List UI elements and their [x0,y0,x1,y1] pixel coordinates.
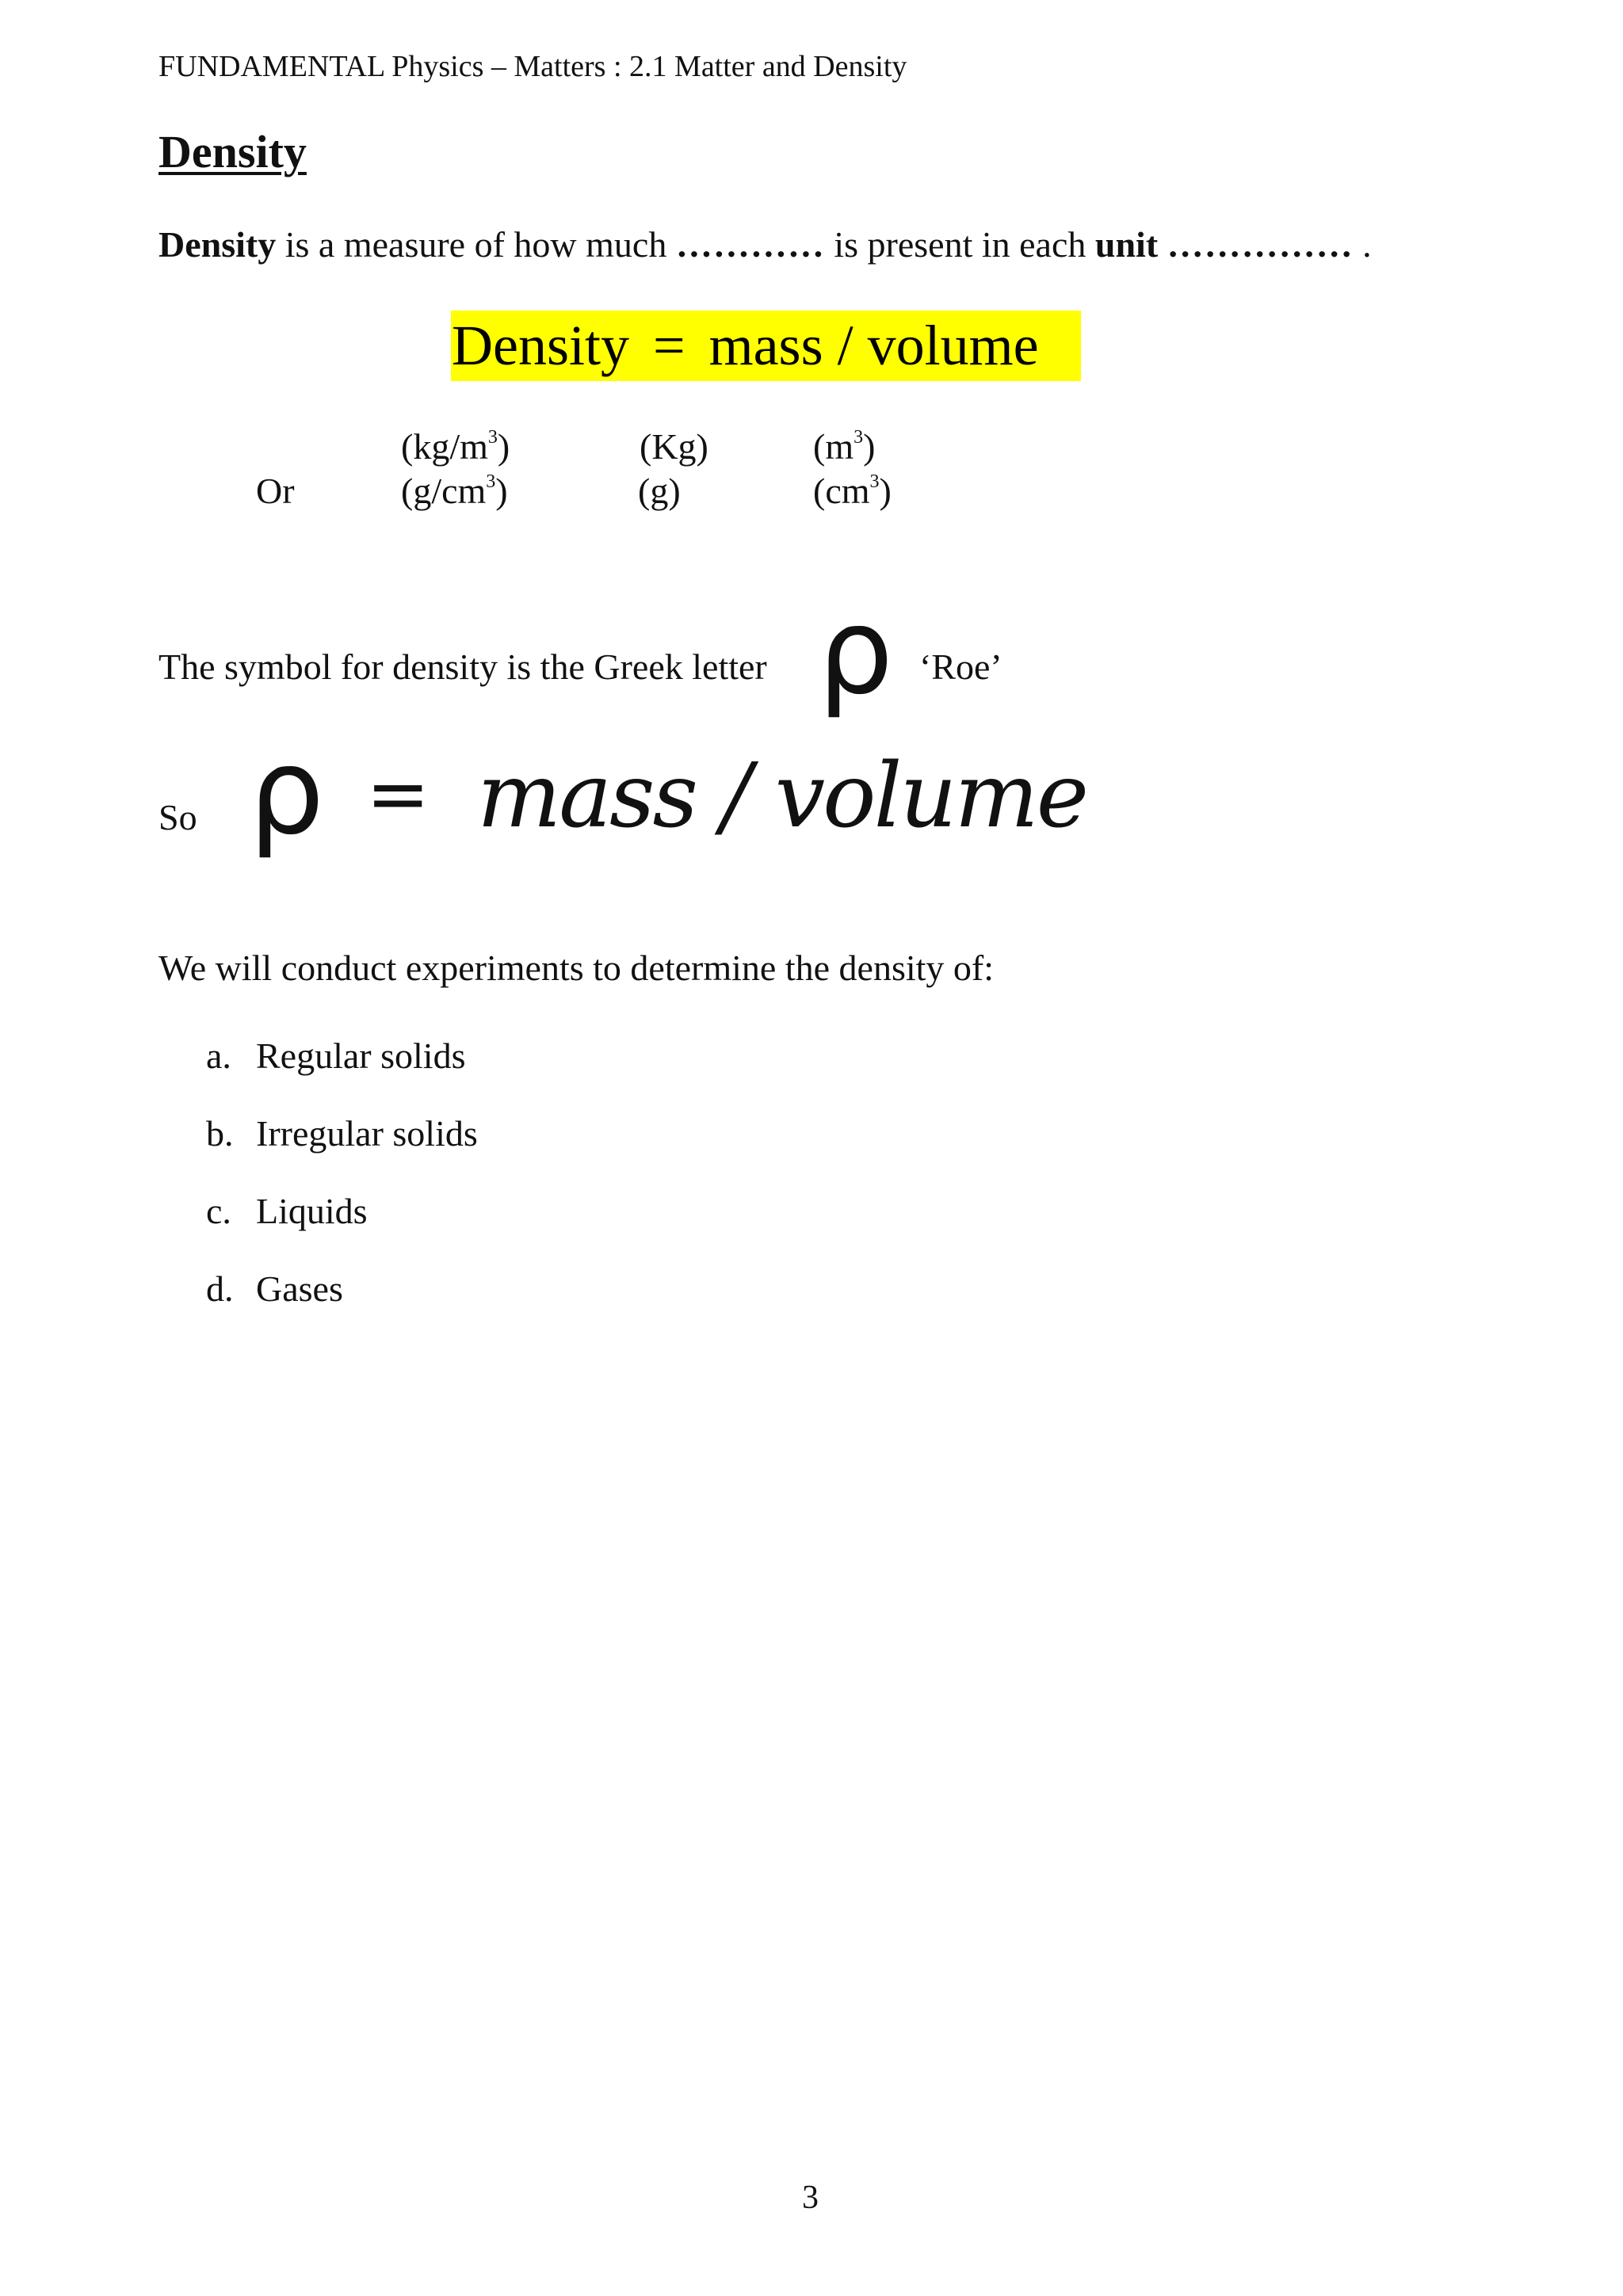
formula-lhs: Density [452,314,629,377]
definition-text-4: . [1353,224,1372,265]
list-marker: a. [206,1035,231,1076]
formula-rhs: mass / volume [708,314,1039,377]
definition-term: Density [158,224,277,265]
experiments-intro: We will conduct experiments to determine the density of: [158,948,995,988]
list-item: Gases [256,1268,343,1309]
list-marker: c. [206,1191,231,1231]
density-formula [452,313,1039,378]
rho-formula-rhs: mass / volume [477,745,1087,848]
section-heading: Density [158,126,307,177]
running-header: FUNDAMENTAL Physics – Matters : 2.1 Matter and Density [158,50,907,83]
unit-density-cgs: $(g/cm^3)$ [401,471,508,511]
unit-mass-cgs: (g) [638,471,681,511]
definition-text-2: is present in each [824,224,1095,265]
list-marker: b. [206,1113,234,1154]
rho-symbol: ρ [818,583,894,721]
unit-volume-cgs: $(cm^3)$ [813,471,892,511]
rho-formula-equals: = [366,749,430,838]
unit-mass-si: (Kg) [640,426,708,467]
density-definition [158,223,1372,265]
rho-formula-lhs: ρ [249,723,325,861]
list-item: Regular solids [256,1035,466,1076]
definition-text-3 [1158,224,1167,265]
so-label: So [158,797,197,837]
unit-density-si: $(kg/m^3)$ [401,426,510,467]
formula-equals: = [652,314,685,377]
fill-in-blank-1: ………… [675,224,825,265]
rho-pronunciation: ‘Roe’ [919,646,1002,687]
list-item: Liquids [256,1191,368,1231]
definition-keyword: unit [1094,224,1159,265]
fill-in-blank-2: …………… [1167,224,1354,265]
or-label: Or [256,471,295,511]
symbol-sentence: The symbol for density is the Greek letter [158,646,767,687]
definition-text-1: is a measure of how much [276,224,676,265]
list-item: Irregular solids [256,1113,478,1154]
list-marker: d. [206,1268,234,1309]
page-number: 3 [802,2180,819,2216]
unit-volume-si: $(m^3)$ [813,426,876,467]
